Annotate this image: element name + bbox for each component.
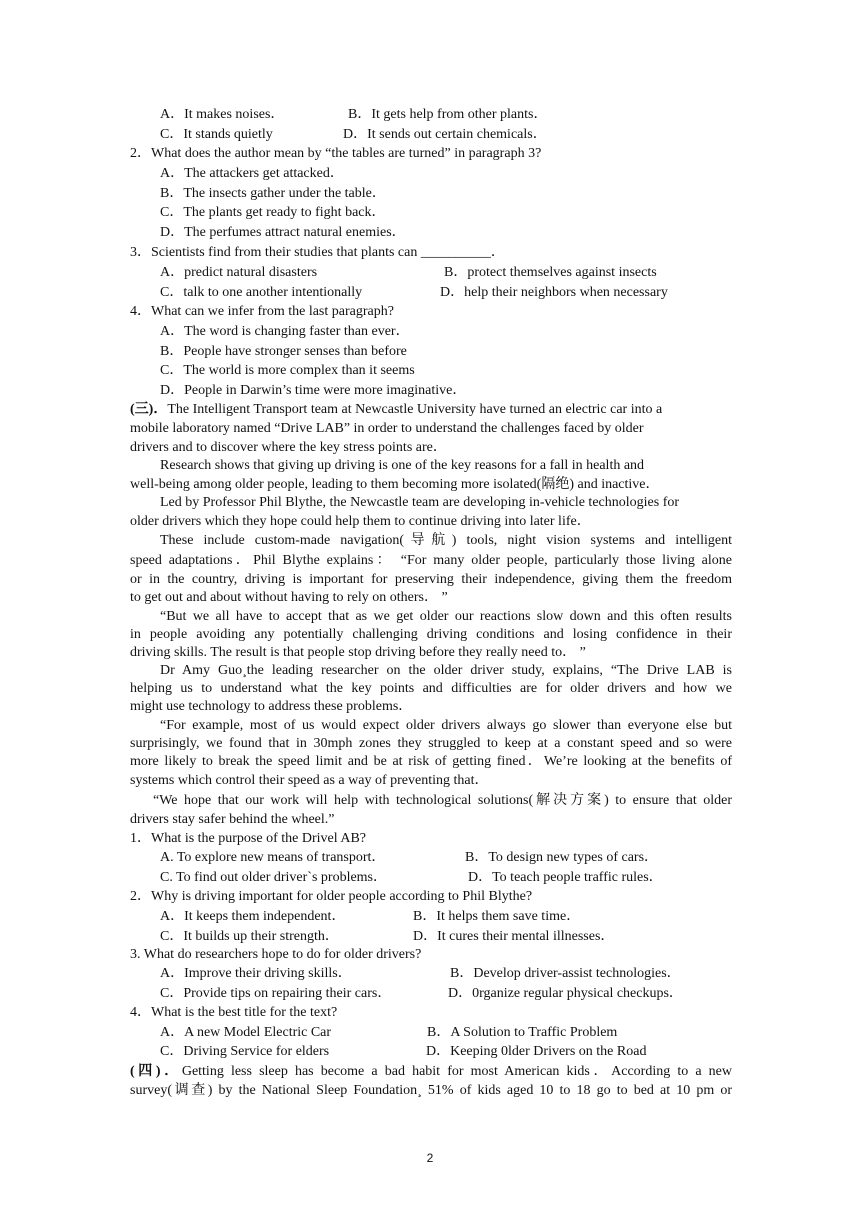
option-b: B．It helps them save time． (413, 909, 581, 924)
option-b: B．protect themselves against insects (444, 265, 657, 280)
option-row (160, 964, 681, 983)
option-b: B．It gets help from other plants． (348, 107, 548, 122)
paragraph-line: Led by Professor Phil Blythe, the Newcastle team are developing in-vehicle technologies for (160, 495, 680, 510)
option-a: A．The attackers get attacked． (160, 166, 344, 181)
paragraph-line: speed adaptations．Phil Blythe explains： “For many older people, particularly those living alone (130, 553, 732, 568)
paragraph-line: driving skills. The result is that people stop driving before they really need to． ” (130, 645, 586, 660)
paragraph-line: more likely to break the speed limit and be at risk of getting fined．We’re looking at the benefits of (130, 754, 732, 769)
option-a: A．predict natural disasters (160, 265, 318, 280)
paragraph-line: mobile laboratory named “Drive LAB” in order to understand the challenges faced by older (130, 421, 644, 436)
option-c: C．Provide tips on repairing their cars． (160, 986, 392, 1001)
question-3: 3．Scientists find from their studies that plants can __________． (130, 245, 505, 260)
question-3: 3. What do researchers hope to do for older drivers? (130, 947, 422, 962)
paragraph-line: or in the country, driving is important for preserving their independence, giving them the freedom (130, 572, 732, 587)
option-b: B．People have stronger senses than before (160, 344, 407, 359)
paragraph-text: Getting less sleep has become a bad habit for most American kids．According to a new (181, 1064, 733, 1079)
option-row (160, 105, 548, 124)
option-d: D．It cures their mental illnesses． (413, 929, 615, 944)
option-a: A. To explore new means of transport． (160, 850, 386, 865)
option-row (160, 1042, 647, 1061)
option-b: B．A Solution to Traffic Problem (427, 1025, 618, 1040)
option-row (160, 125, 547, 144)
option-row (160, 263, 657, 282)
option-b: B．To design new types of cars． (465, 850, 659, 865)
paragraph-line: older drivers which they hope could help them to continue driving into later life． (130, 514, 591, 529)
option-c: C．Driving Service for elders (160, 1044, 330, 1059)
option-c: C. To find out older driver`s problems． (160, 870, 388, 885)
option-row (160, 868, 663, 887)
paragraph-text: The Intelligent Transport team at Newcastle University have turned an electric car into a (167, 402, 663, 417)
option-row (160, 927, 615, 946)
paragraph-line: surprisingly, we found that in 30mph zones they struggled to keep at a constant speed and so were (130, 736, 732, 751)
option-c: C．It builds up their strength． (160, 929, 339, 944)
paragraph-line: might use technology to address these problems． (130, 699, 413, 714)
question-2: 2．Why is driving important for older people according to Phil Blythe? (130, 889, 533, 904)
option-d: D．help their neighbors when necessary (440, 285, 668, 300)
question-2: 2．What does the author mean by “the tables are turned” in paragraph 3? (130, 146, 542, 161)
question-4: 4．What can we infer from the last paragraph? (130, 304, 394, 319)
option-d: D．The perfumes attract natural enemies． (160, 225, 406, 240)
option-row (160, 283, 668, 302)
paragraph-line: systems which control their speed as a way of preventing that． (130, 773, 489, 788)
paragraph-line: “We hope that our work will help with technological solutions(解决方案) to ensure that older (153, 793, 732, 808)
paragraph-line: helping us to understand what the key points and difficulties are for older drivers and how we (130, 681, 732, 696)
option-row (160, 1023, 618, 1042)
option-a: A．The word is changing faster than ever． (160, 324, 410, 339)
option-a: A．It keeps them independent． (160, 909, 346, 924)
option-c: C．It stands quietly (160, 127, 273, 142)
paragraph-line: well-being among older people, leading to them becoming more isolated(隔绝) and inactive． (130, 477, 660, 492)
paragraph-line: Dr Amy Guo¸the leading researcher on the older driver study, explains, “The Drive LAB is (160, 663, 732, 678)
option-b: B．The insects gather under the table． (160, 186, 386, 201)
option-c: C．talk to one another intentionally (160, 285, 363, 300)
option-row (160, 848, 659, 867)
option-row (160, 907, 581, 926)
question-4: 4．What is the best title for the text? (130, 1005, 338, 1020)
option-a: A．It makes noises． (160, 107, 285, 122)
paragraph-line: “But we all have to accept that as we get older our reactions slow down and this often results (160, 609, 732, 624)
option-d: D．0rganize regular physical checkups． (448, 986, 683, 1001)
section-label: (四)． (130, 1064, 182, 1079)
paragraph-line: in people avoiding any potentially challenging driving conditions and losing confidence in their (130, 627, 732, 642)
paragraph-line: drivers and to discover where the key stress points are． (130, 440, 447, 455)
paragraph-line: survey(调查) by the National Sleep Foundation¸ 51% of kids aged 10 to 18 go to bed at 10 pm or (130, 1083, 732, 1098)
option-a: A．Improve their driving skills． (160, 966, 352, 981)
option-b: B．Develop driver-assist technologies． (450, 966, 681, 981)
passage-first-line (130, 400, 732, 419)
question-1: 1．What is the purpose of the Drivel AB? (130, 831, 367, 846)
option-a: A．A new Model Electric Car (160, 1025, 332, 1040)
option-c: C．The plants get ready to fight back． (160, 205, 386, 220)
paragraph-line: “For example, most of us would expect older drivers always go slower than everyone else but (160, 718, 732, 733)
option-d: D．People in Darwin’s time were more imaginative． (160, 383, 467, 398)
option-row (160, 984, 683, 1003)
passage-first-line (130, 1062, 732, 1081)
option-c: C．The world is more complex than it seems (160, 363, 415, 378)
option-d: D．It sends out certain chemicals． (343, 127, 547, 142)
paragraph-line: These include custom-made navigation(导航) tools, night vision systems and intelligent (160, 533, 732, 548)
paragraph-line: to get out and about without having to rely on others． ” (130, 590, 448, 605)
paragraph-line: Research shows that giving up driving is one of the key reasons for a fall in health and (160, 458, 645, 473)
option-d: D．To teach people traffic rules． (468, 870, 663, 885)
section-label: (三)． (130, 402, 168, 417)
paragraph-line: drivers stay safer behind the wheel.” (130, 812, 335, 827)
page-number: 2 (426, 1151, 434, 1165)
option-d: D．Keeping 0lder Drivers on the Road (426, 1044, 647, 1059)
